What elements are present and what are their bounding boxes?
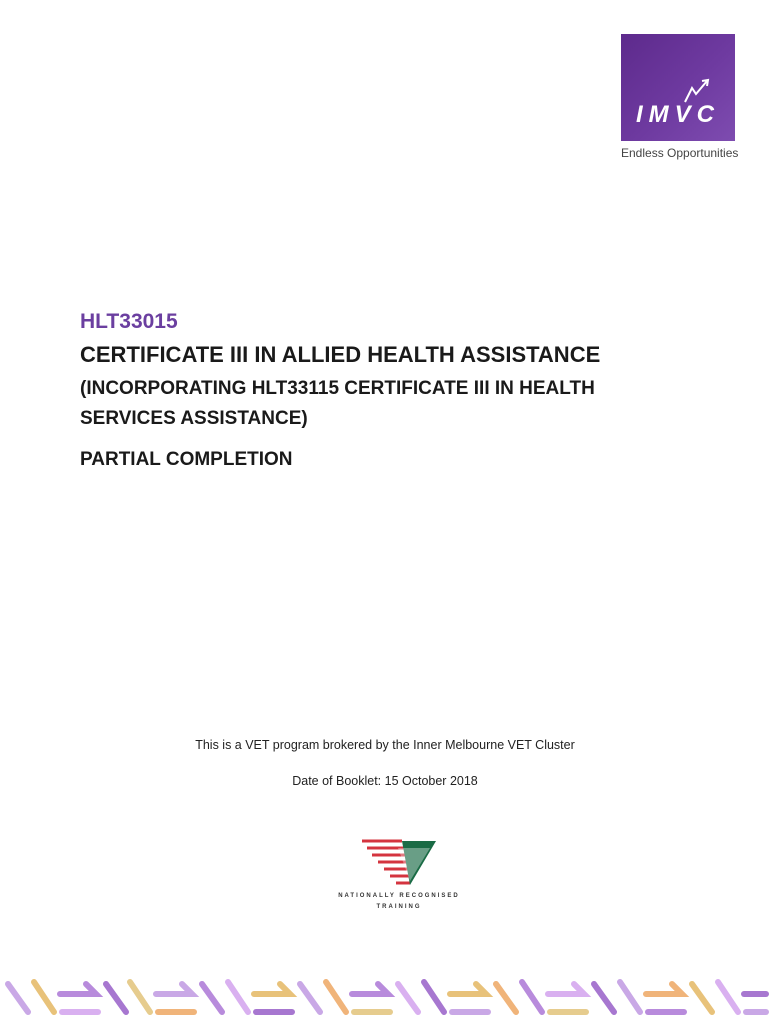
imvc-logo bbox=[621, 34, 735, 141]
logo-tagline: Endless Opportunities bbox=[621, 146, 739, 160]
program-note: This is a VET program brokered by the Inner Melbourne VET Cluster bbox=[195, 738, 575, 752]
booklet-date: Date of Booklet: 15 October 2018 bbox=[292, 774, 478, 788]
nrt-caption bbox=[330, 891, 468, 913]
qualification-subtitle bbox=[80, 374, 700, 434]
qualification-title: CERTIFICATE III IN ALLIED HEALTH ASSISTANCE bbox=[80, 342, 601, 367]
decorative-arrow-band-icon bbox=[0, 972, 770, 1024]
nrt-line-2: TRAINING bbox=[376, 904, 422, 910]
completion-status: PARTIAL COMPLETION bbox=[80, 449, 293, 470]
qualification-code: HLT33015 bbox=[80, 310, 178, 333]
nrt-logo-icon bbox=[358, 837, 438, 889]
subtitle-line-1: (INCORPORATING HLT33115 CERTIFICATE III IN HEALTH bbox=[80, 378, 595, 399]
logo-text: IMVC bbox=[636, 101, 720, 128]
nrt-line-1: NATIONALLY RECOGNISED bbox=[338, 893, 460, 899]
subtitle-line-2: SERVICES ASSISTANCE) bbox=[80, 408, 308, 429]
